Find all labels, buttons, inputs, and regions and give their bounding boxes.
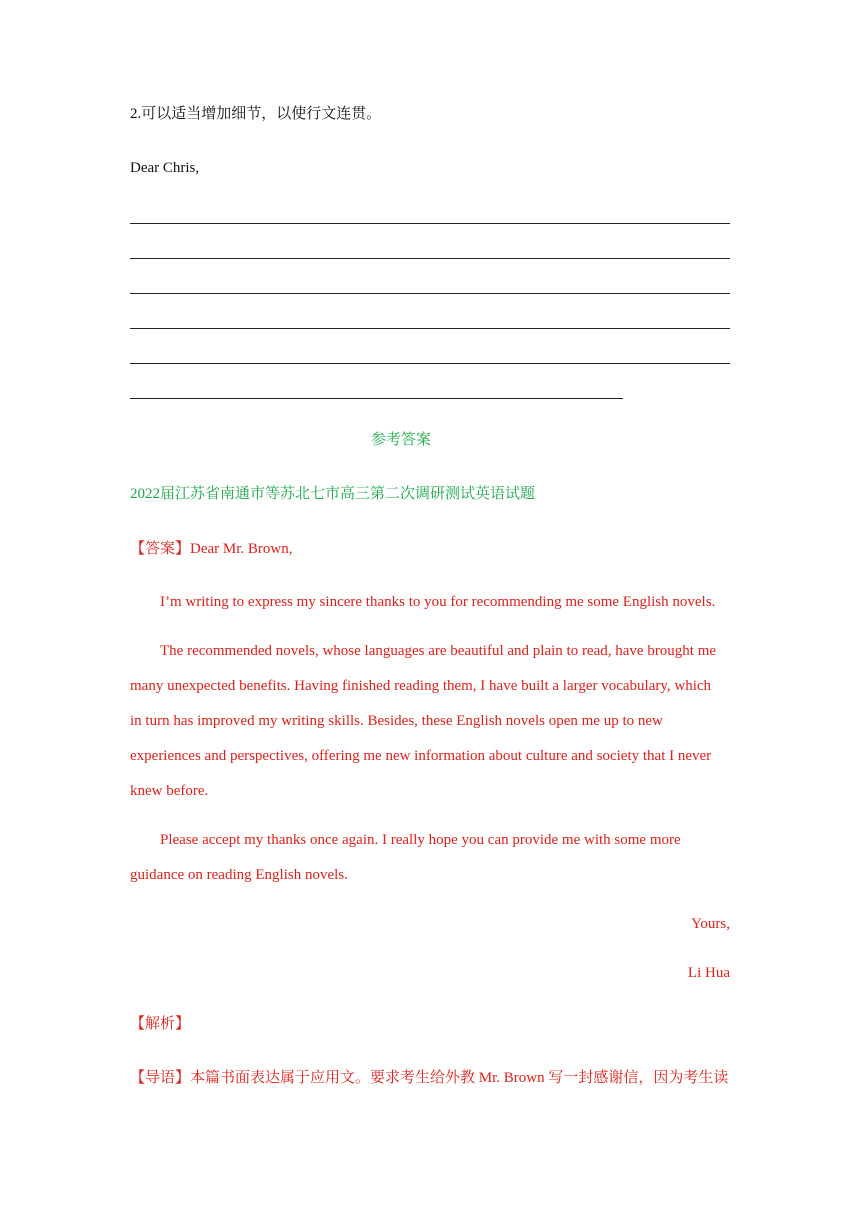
requirement-2: 2.可以适当增加细节，以使行文连贯。 bbox=[130, 106, 382, 122]
letter-greeting: Dear Chris, bbox=[130, 160, 200, 176]
answer-heading: 参考答案 bbox=[370, 432, 431, 448]
answer-text-line: I’m writing to express my sincere thanks to you for recommending me some English novels. bbox=[160, 594, 716, 610]
answer-label: 【答案】 bbox=[130, 541, 191, 557]
guide-line bbox=[130, 1068, 728, 1088]
answer-text-line: The recommended novels, whose languages are beautiful and plain to read, have brought me bbox=[160, 643, 717, 659]
answer-salutation-line bbox=[130, 539, 293, 559]
writing-line-4 bbox=[130, 328, 730, 329]
answer-text-line: Please accept my thanks once again. I really hope you can provide me with some more bbox=[160, 832, 681, 848]
answer-text-line: in turn has improved my writing skills. Besides, these English novels open me up to new bbox=[130, 713, 663, 729]
exam-title: 2022届江苏省南通市等苏北七市高三第二次调研测试英语试题 bbox=[130, 486, 536, 502]
answer-salutation: Dear Mr. Brown, bbox=[190, 541, 293, 557]
writing-line-1 bbox=[130, 223, 730, 224]
answer-text-line: guidance on reading English novels. bbox=[130, 867, 348, 883]
writing-line-2 bbox=[130, 258, 730, 259]
writing-line-6 bbox=[130, 398, 623, 399]
answer-closing: Yours, bbox=[691, 916, 730, 932]
guide-label: 【导语】 bbox=[130, 1070, 191, 1086]
writing-line-5 bbox=[130, 363, 730, 364]
answer-text-line: many unexpected benefits. Having finished reading them, I have built a larger vocabulary, which bbox=[130, 678, 712, 694]
guide-text: 本篇书面表达属于应用文。要求考生给外教 Mr. Brown 写一封感谢信，因为考生读 bbox=[190, 1070, 729, 1086]
answer-text-line: experiences and perspectives, offering me new information about culture and society that I never bbox=[130, 748, 712, 764]
answer-signature: Li Hua bbox=[687, 965, 730, 981]
answer-text-line: knew before. bbox=[130, 783, 209, 799]
analysis-label: 【解析】 bbox=[130, 1016, 191, 1032]
writing-line-3 bbox=[130, 293, 730, 294]
